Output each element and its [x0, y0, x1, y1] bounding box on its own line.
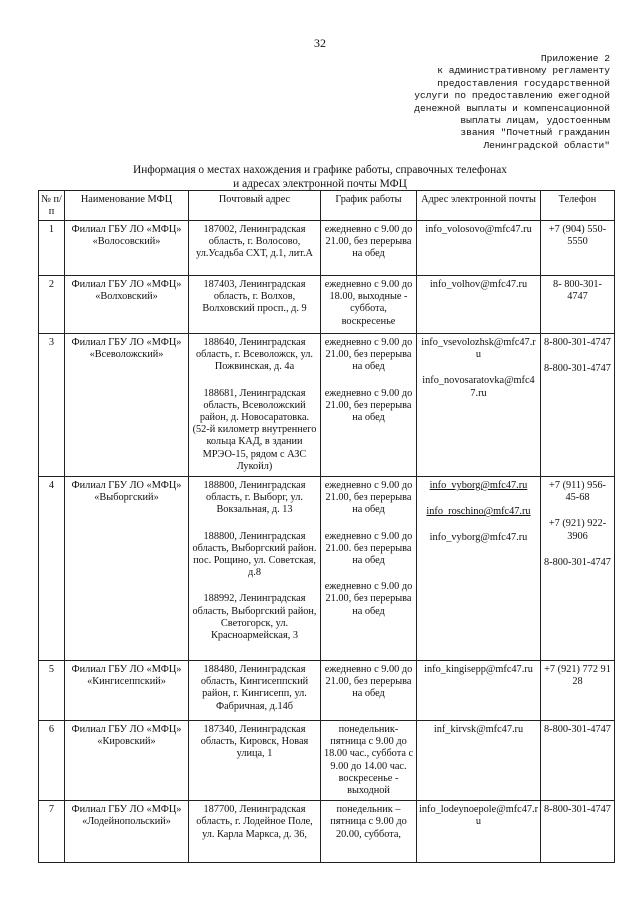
- cell-name: Филиал ГБУ ЛО «МФЦ» «Выборгский»: [65, 477, 189, 661]
- email-entry[interactable]: inf_kirvsk@mfc47.ru: [433, 724, 524, 736]
- cell-name: Филиал ГБУ ЛО «МФЦ» «Лодейнопольский»: [65, 801, 189, 863]
- header-phone: Телефон: [541, 191, 615, 221]
- cell-name: Филиал ГБУ ЛО «МФЦ» «Волосовский»: [65, 221, 189, 276]
- document-title: [0, 164, 640, 191]
- cell-address: [189, 661, 321, 721]
- entry-gap: [419, 492, 538, 506]
- phone-entry: 8- 800-301-4747: [553, 279, 602, 303]
- entry-gap: [191, 517, 318, 531]
- cell-name: Филиал ГБУ ЛО «МФЦ» «Всеволожский»: [65, 334, 189, 477]
- entry-gap: [543, 504, 612, 518]
- cell-address: [189, 801, 321, 863]
- phone-entry: 8-800-301-4747: [544, 724, 611, 736]
- entry-gap: [323, 567, 414, 581]
- address-entry: 187403, Ленинградская область, г. Волхов, Волховский просп., д. 9: [202, 279, 307, 315]
- entry-gap: [543, 349, 612, 363]
- email-entry[interactable]: info_lodeynoepole@mfc47.ru: [419, 804, 538, 828]
- schedule-entry: ежедневно с 9.00 до 21.00. без перерыва на обед: [324, 530, 413, 567]
- phone-entry: +7 (921) 772 91 28: [544, 664, 611, 688]
- header-name: Наименование МФЦ: [65, 191, 189, 221]
- cell-address: [189, 276, 321, 334]
- cell-address: [189, 477, 321, 661]
- cell-email: [417, 276, 541, 334]
- cell-name: Филиал ГБУ ЛО «МФЦ» «Кингисеппский»: [65, 661, 189, 721]
- entry-gap: [191, 579, 318, 593]
- appendix-line: выплаты лицам, удостоенным: [460, 115, 610, 127]
- cell-schedule: [321, 661, 417, 721]
- email-entry[interactable]: info_volhov@mfc47.ru: [429, 279, 528, 290]
- address-entry: 188800, Ленинградская область, Выборгский район. пос. Рощино, ул. Советская, д.8: [192, 530, 317, 579]
- schedule-entry: понедельник – пятница с 9.00 до 20.00, суббота,: [330, 804, 407, 840]
- table-row: [39, 801, 615, 863]
- entry-gap: [543, 543, 612, 557]
- cell-phone: [541, 801, 615, 863]
- table-row: [39, 721, 615, 801]
- address-entry: 188640, Ленинградская область, г. Всеволожск, ул. Пожвинская, д. 4а: [196, 337, 313, 373]
- entry-gap: [191, 374, 318, 388]
- cell-address: [189, 721, 321, 801]
- entry-gap: [419, 518, 538, 532]
- cell-email: [417, 721, 541, 801]
- table-row: [39, 276, 615, 334]
- email-entry[interactable]: info_vsevolozhsk@mfc47.ru: [421, 337, 536, 361]
- schedule-entry: ежедневно с 9.00 до 21.00, без перерыва на обед: [324, 337, 413, 373]
- email-entry[interactable]: info_volosovo@mfc47.ru: [425, 224, 532, 235]
- cell-num: 1: [39, 221, 65, 276]
- appendix-line: Приложение 2: [540, 53, 610, 64]
- entry-gap: [419, 361, 538, 375]
- header-num: № п/п: [39, 191, 65, 221]
- header-address: Почтовый адрес: [189, 191, 321, 221]
- header-schedule: График работы: [321, 191, 417, 221]
- mfc-table: [38, 190, 615, 863]
- cell-email: [417, 661, 541, 721]
- cell-name: Филиал ГБУ ЛО «МФЦ» «Кировский»: [65, 721, 189, 801]
- address-entry: 187700, Ленинградская область, г. Лодейное Поле, ул. Карла Маркса, д. 36,: [196, 804, 313, 840]
- page-number: 32: [314, 36, 326, 50]
- table-row: [39, 221, 615, 276]
- schedule-entry: ежедневно с 9.00 до 21.00, без перерыва на обед: [324, 480, 413, 516]
- schedule-entry: ежедневно с 9.00 до 21.00, без перерыва на обед: [324, 387, 413, 424]
- cell-schedule: [321, 221, 417, 276]
- cell-num: 6: [39, 721, 65, 801]
- cell-email: [417, 221, 541, 276]
- email-entry[interactable]: info_roschino@mfc47.ru: [426, 506, 531, 518]
- appendix-line: к административному регламенту: [437, 65, 610, 77]
- address-entry: 188992, Ленинградская область, Выборгский район, Светогорск, ул. Красноармейская, 3: [192, 593, 317, 642]
- schedule-entry: ежедневно с 9.00 до 21.00, без перерыва на обед: [324, 224, 413, 260]
- cell-num: 5: [39, 661, 65, 721]
- cell-schedule: [321, 721, 417, 801]
- cell-phone: [541, 661, 615, 721]
- schedule-entry: ежедневно с 9.00 до 21.00, без перерыва на обед: [324, 664, 413, 700]
- cell-phone: [541, 221, 615, 276]
- cell-phone: [541, 334, 615, 477]
- cell-email: [417, 334, 541, 477]
- email-entry[interactable]: info_novosaratovka@mfc47.ru: [422, 375, 535, 399]
- table-row: [39, 661, 615, 721]
- cell-num: 2: [39, 276, 65, 334]
- appendix-line: Ленинградской области": [483, 139, 610, 151]
- phone-entry: 8-800-301-4747: [544, 363, 611, 375]
- address-entry: 188800, Ленинградская область, г. Выборг, ул. Вокзальная, д. 13: [203, 480, 306, 516]
- email-entry[interactable]: info_kingisepp@mfc47.ru: [424, 664, 533, 676]
- header-email: Адрес электронной почты: [417, 191, 541, 221]
- phone-entry: +7 (921) 922-3906: [548, 518, 607, 542]
- cell-num: 4: [39, 477, 65, 661]
- table-row: [39, 334, 615, 477]
- appendix-block: [370, 53, 610, 152]
- cell-email: [417, 477, 541, 661]
- address-entry: 187340, Ленинградская область, Кировск, Новая улица, 1: [200, 724, 309, 760]
- cell-phone: [541, 721, 615, 801]
- cell-email: [417, 801, 541, 863]
- schedule-entry: понедельник-пятница с 9.00 до 18.00 час., суббота с 9.00 до 14.00 час. воскресенье - выходной: [323, 724, 414, 797]
- email-entry[interactable]: info_vyborg@mfc47.ru: [429, 532, 528, 544]
- appendix-line: услуги по предоставлению ежегодной: [414, 90, 610, 102]
- cell-address: [189, 334, 321, 477]
- cell-schedule: [321, 334, 417, 477]
- cell-address: [189, 221, 321, 276]
- phone-entry: +7 (911) 956-45-68: [549, 480, 606, 504]
- phone-entry: 8-800-301-4747: [544, 337, 611, 348]
- cell-phone: [541, 276, 615, 334]
- phone-entry: 8-800-301-4747: [544, 556, 611, 568]
- appendix-line: звания "Почетный гражданин: [460, 127, 610, 139]
- schedule-entry: ежедневно с 9.00 до 18.00, выходные - суббота, воскресенье: [324, 279, 413, 327]
- appendix-line: денежной выплаты и компенсационной: [414, 102, 610, 114]
- address-entry: 187002, Ленинградская область, г. Волосово, ул.Усадьба СХТ, д.1, лит.А: [196, 224, 313, 260]
- entry-gap: [323, 374, 414, 388]
- title-line-2: и адресах электронной почты МФЦ: [233, 177, 407, 190]
- cell-phone: [541, 477, 615, 661]
- cell-name: Филиал ГБУ ЛО «МФЦ» «Волховский»: [65, 276, 189, 334]
- address-entry: 188681, Ленинградская область, Всеволожский район, д. Новосаратовка. (52-й километр внутреннего кольца КАД, в здании МРЭО-15, рядом с АЗС Лукойл): [192, 387, 317, 472]
- cell-schedule: [321, 801, 417, 863]
- title-line-1: Информация о местах нахождения и графике работы, справочных телефонах: [133, 164, 507, 176]
- cell-num: 3: [39, 334, 65, 477]
- email-entry[interactable]: info_vyborg@mfc47.ru: [429, 480, 528, 492]
- entry-gap: [323, 517, 414, 531]
- cell-schedule: [321, 276, 417, 334]
- address-entry: 188480, Ленинградская область, Кингисеппский район, г. Кингисепп, ул. Фабричная, д.14б: [200, 664, 309, 712]
- phone-entry: +7 (904) 550-5550: [548, 224, 607, 248]
- cell-schedule: [321, 477, 417, 661]
- cell-num: 7: [39, 801, 65, 863]
- appendix-line: предоставления государственной: [437, 77, 610, 89]
- table-row: [39, 477, 615, 661]
- schedule-entry: ежедневно с 9.00 до 21.00, без перерыва на обед: [324, 581, 413, 617]
- phone-entry: 8-800-301-4747: [544, 804, 611, 816]
- table-header-row: [39, 191, 615, 221]
